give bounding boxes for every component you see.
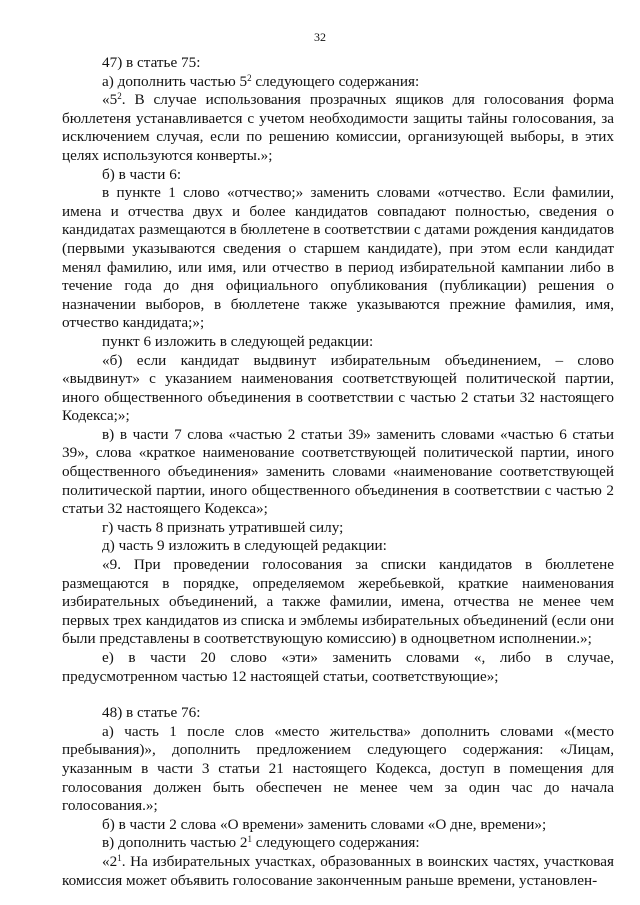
page-number: 32 [314,30,326,44]
paragraph-text: в) дополнить частью 2 [102,834,248,852]
paragraph-text: «2 [102,852,118,870]
paragraph-text: следующего содержания: [251,72,420,90]
paragraph [62,73,614,92]
paragraph-spacer [62,686,614,704]
document-body [62,54,614,890]
paragraph: пункт 6 изложить в следующей редакции: [102,332,374,350]
paragraph: а) часть 1 после слов «место жительства» дополнить словами «(место пребывания)», дополнить предложением следующего содержания: «Лицам, указанным в части 3 статьи 21 настоящего Кодекса, доступ в помещения для голосования должен быть обеспечен не менее чем за один час до начала голосования.»; [62,722,614,815]
paragraph-text: . На избирательных участках, образованных в воинских частях, участковая комиссия может объявить голосование законченным раньше времени, установлен- [62,852,614,889]
paragraph-text: а) дополнить частью 5 [102,72,248,90]
paragraph: е) в части 20 слово «эти» заменить словами «, либо в случае, предусмотренном частью 12 настоящей статьи, соответствующие»; [62,649,614,685]
paragraph: б) в части 6: [102,165,182,183]
paragraph [62,91,614,165]
paragraph: в пункте 1 слово «отчество;» заменить словами «отчество. Если фамилии, имена и отчества двух и более кандидатов совпадают полностью, сведения о кандидатах размещаются в бюллетене в соответствии с датами рождения кандидатов (первыми указываются сведения о старшем кандидате), при этом если кандидат менял фамилию, или имя, или отчество в период избирательной кампании либо в течение года до дня официального опубликования (публикации) решения о назначении выборов, в бюллетене также указываются прежние фамилия, имя, отчество кандидата;»; [62,184,614,332]
paragraph [62,834,614,853]
paragraph: 48) в статье 76: [102,704,201,722]
paragraph [62,853,614,890]
paragraph-text: следующего содержания: [251,834,420,852]
paragraph: г) часть 8 признать утратившей силу; [102,518,344,536]
paragraph-text: «5 [102,91,118,109]
paragraph: д) часть 9 изложить в следующей редакции: [102,537,387,555]
paragraph: «б) если кандидат выдвинут избирательным объединением, – слово «выдвинут» с указанием наименования соответствующей политической партии, иного общественного объединения в соответствии с частью 2 статьи 32 настоящего Кодекса;»; [62,351,614,425]
superscript: 1 [117,852,122,863]
paragraph: б) в части 2 слова «О времени» заменить словами «О дне, времени»; [102,815,547,833]
paragraph: «9. При проведении голосования за списки кандидатов в бюллетене размещаются в порядке, определяемом жеребьевкой, краткие наименования избирательных объединений, а также фамилии, имена, отчества не менее чем первых трех кандидатов из списка и эмблемы избирательных объединений (если они были представлены в соответствующую комиссию) в одноцветном исполнении.»; [62,556,614,648]
superscript: 1 [247,834,252,845]
superscript: 2 [117,91,122,102]
superscript: 2 [247,72,252,83]
paragraph-text: . В случае использования прозрачных ящиков для голосования форма бюллетеня устанавливается с учетом необходимости защиты тайны голосования, за исключением случая, если по решению комиссии, организующей выборы, в этих целях используются конверты.»; [62,91,614,164]
paragraph: 47) в статье 75: [102,54,201,71]
paragraph: в) в части 7 слова «частью 2 статьи 39» заменить словами «частью 6 статьи 39», слова «краткое наименование соответствующей политической партии, иного общественного объединения» заменить словами «наименование соответствующей политической партии, иного общественного объединения в соответствии с частью 2 статьи 32 настоящего Кодекса»; [62,425,614,518]
